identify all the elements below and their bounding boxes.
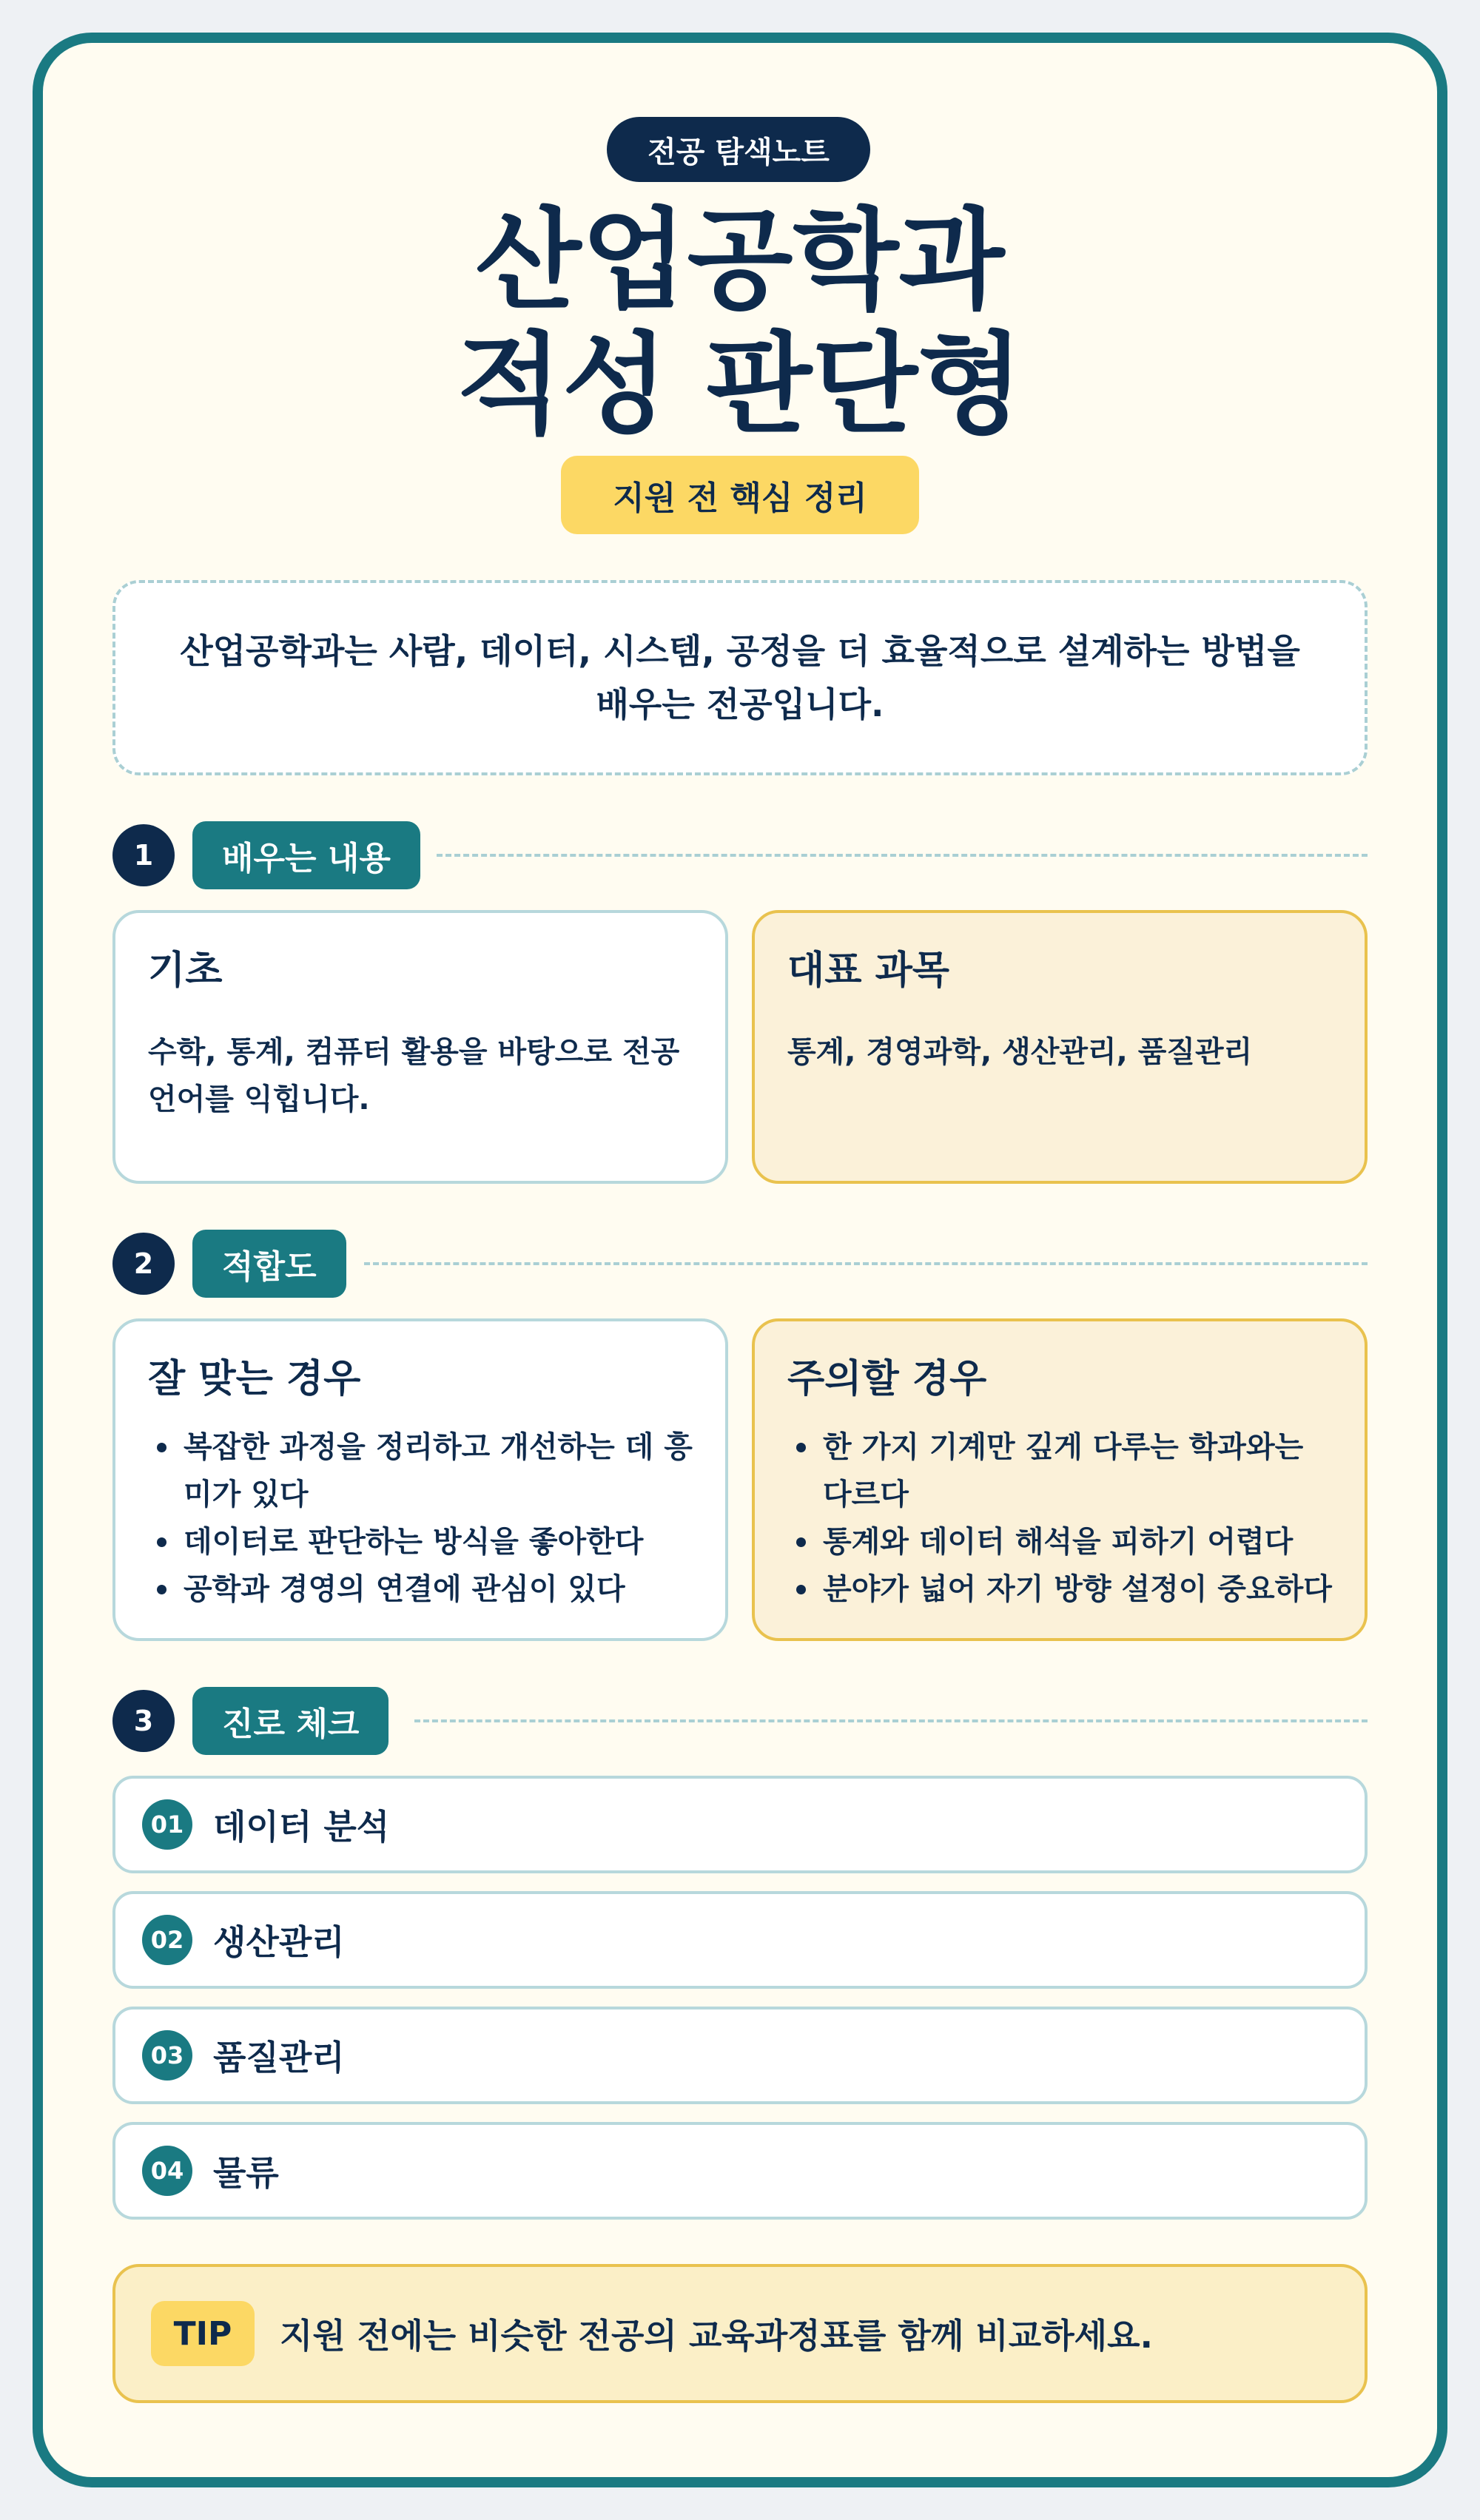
section-label: 적합도 [192, 1230, 346, 1298]
list-item: 한 가지 기계만 깊게 다루는 학과와는 다르다 [787, 1424, 1332, 1518]
card-title: 잘 맞는 경우 [148, 1357, 361, 1401]
title-line-2: 적성 판단형 [456, 321, 1024, 448]
section-divider [437, 854, 1368, 857]
intro-box [112, 580, 1368, 775]
career-number: 03 [142, 2030, 192, 2081]
card-text: 통계, 경영과학, 생산관리, 품질관리 [787, 1035, 1253, 1069]
career-label: 물류 [213, 2153, 279, 2193]
section-label: 진로 체크 [192, 1687, 388, 1755]
career-item [112, 1776, 1368, 1873]
page-title [148, 198, 1332, 447]
section-number: 1 [112, 824, 175, 886]
section-number: 2 [112, 1233, 175, 1295]
card-caution [752, 1318, 1368, 1641]
good-fit-list [148, 1424, 693, 1613]
career-number: 02 [142, 1915, 192, 1965]
list-item: 분야가 넓어 자기 방향 설정이 중요하다 [787, 1566, 1332, 1613]
career-label: 품질관리 [213, 2038, 345, 2078]
card-title: 주의할 경우 [787, 1357, 987, 1401]
caution-list [787, 1424, 1332, 1613]
note-tag: 전공 탐색노트 [607, 117, 870, 182]
tip-box [112, 2264, 1368, 2403]
subtitle-badge: 지원 전 핵심 정리 [561, 456, 919, 534]
tip-text: 지원 전에는 비슷한 전공의 교육과정표를 함께 비교하세요. [280, 2316, 1154, 2356]
card-core-courses [752, 910, 1368, 1184]
career-item [112, 1891, 1368, 1989]
list-item: 데이터로 판단하는 방식을 좋아한다 [148, 1518, 693, 1566]
list-item: 통계와 데이터 해석을 피하기 어렵다 [787, 1518, 1332, 1566]
career-item [112, 2007, 1368, 2104]
section-divider [414, 1719, 1368, 1722]
section-divider [364, 1262, 1368, 1265]
card-title: 기초 [148, 949, 223, 993]
section-label: 배우는 내용 [192, 821, 420, 889]
tip-badge: TIP [151, 2301, 255, 2366]
card-title: 대표 과목 [787, 949, 950, 993]
card-basics [112, 910, 728, 1184]
intro-text: 산업공학과는 사람, 데이터, 시스템, 공정을 더 효율적으로 설계하는 방법을 배우는 전공입니다. [180, 631, 1300, 724]
list-item: 공학과 경영의 연결에 관심이 있다 [148, 1566, 693, 1613]
title-line-1: 산업공학과 [475, 197, 1005, 324]
card-good-fit [112, 1318, 728, 1641]
list-item: 복잡한 과정을 정리하고 개선하는 데 흥미가 있다 [148, 1424, 693, 1518]
section-header-1 [112, 821, 1368, 889]
card-text: 수학, 통계, 컴퓨터 활용을 바탕으로 전공 언어를 익힙니다. [148, 1035, 680, 1116]
section-header-3 [112, 1687, 1368, 1755]
career-number: 04 [142, 2146, 192, 2196]
career-label: 생산관리 [213, 1922, 345, 1962]
section-number: 3 [112, 1690, 175, 1752]
career-label: 데이터 분석 [213, 1807, 390, 1847]
career-number: 01 [142, 1799, 192, 1850]
section-header-2 [112, 1230, 1368, 1298]
career-item [112, 2122, 1368, 2220]
